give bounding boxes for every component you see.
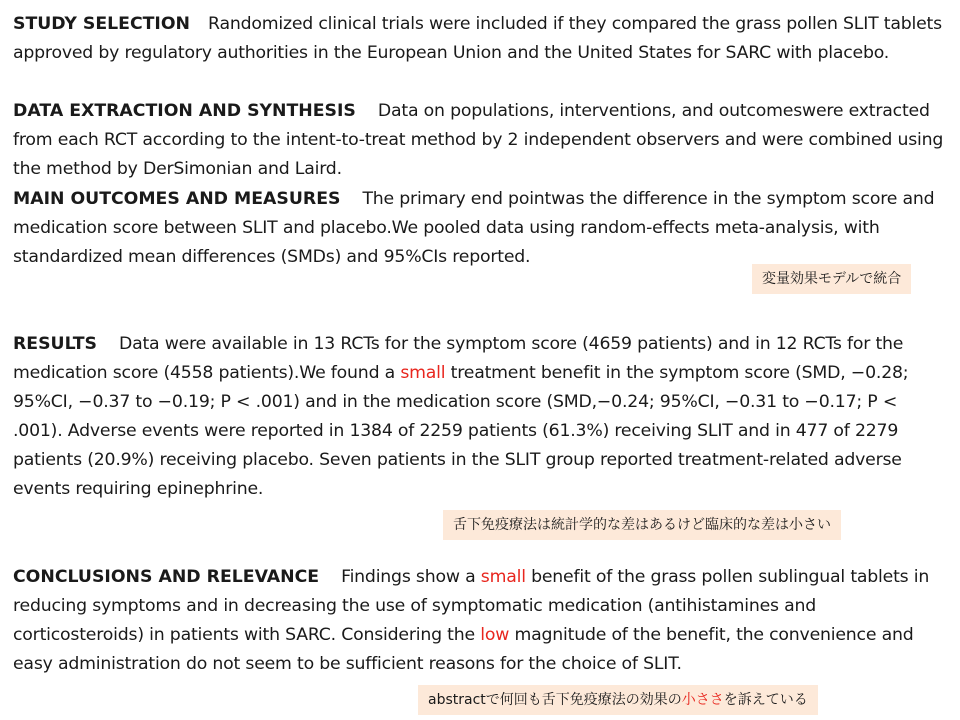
results-paragraph	[13, 330, 948, 504]
annotation-note-clinical-difference: 舌下免疫療法は統計学的な差はあるけど臨床的な差は小さい	[443, 510, 841, 540]
data-extraction-text: Data on populations, interventions, and outcomeswere extracted from each RCT according to the intent-to-treat method by 2 independent observers and were combined using the method by DerSimonian and Laird.	[13, 101, 944, 179]
results-text-2: treatment benefit in the symptom score (SMD, −0.28; 95%CI, −0.37 to −0.19; P < .001) and in the medication score (SMD,−0.24; 95%CI, −0.31 to −0.17; P < .001). Adverse events were reported in 1384 of 2259 patients (61.3%) receiving SLIT and in 477 of 2279 patients (20.9%) receiving placebo. Seven patients in the SLIT group reported treatment-related adverse events requiring epinephrine.	[13, 363, 909, 499]
conclusions-heading: CONCLUSIONS AND RELEVANCE	[13, 567, 320, 587]
conclusions-text-2: benefit of the grass pollen sublingual tablets in reducing symptoms and in decreasing the use of symptomatic medication (antihistamines and corticosteroids) in patients with SARC. Considering the	[13, 567, 930, 645]
note-3-highlight: 小ささ	[681, 692, 724, 708]
main-outcomes-text: The primary end pointwas the difference in the symptom score and medication score between SLIT and placebo.We pooled data using random-effects meta-analysis, with standardized mean differences (SMDs) and 95%CIs reported.	[13, 189, 935, 267]
conclusions-highlight-low: low	[480, 625, 510, 645]
main-outcomes-heading: MAIN OUTCOMES AND MEASURES	[13, 189, 341, 209]
data-extraction-paragraph	[13, 97, 948, 184]
main-outcomes-paragraph	[13, 185, 948, 272]
results-highlight-small: small	[400, 363, 446, 383]
conclusions-highlight-small: small	[480, 567, 526, 587]
study-selection-paragraph	[13, 10, 948, 68]
study-selection-text: Randomized clinical trials were included if they compared the grass pollen SLIT tablets approved by regulatory authorities in the European Union and the United States for SARC with placebo.	[13, 14, 942, 63]
conclusions-paragraph	[13, 563, 948, 679]
data-extraction-heading: DATA EXTRACTION AND SYNTHESIS	[13, 101, 356, 121]
annotation-note-random-effects: 変量効果モデルで統合	[752, 264, 911, 294]
annotation-note-small-effect	[418, 685, 818, 715]
results-heading: RESULTS	[13, 334, 97, 354]
results-text-1: Data were available in 13 RCTs for the symptom score (4659 patients) and in 12 RCTs for the medication score (4558 patients).We found a	[13, 334, 904, 383]
conclusions-text-3: magnitude of the benefit, the convenience and easy administration do not seem to be sufficient reasons for the choice of SLIT.	[13, 625, 914, 674]
study-selection-heading: STUDY SELECTION	[13, 14, 191, 34]
note-3-text-1: abstractで何回も舌下免疫療法の効果の	[428, 692, 682, 708]
note-3-text-2: を訴えている	[723, 692, 808, 708]
conclusions-text-1: Findings show a	[341, 567, 476, 587]
